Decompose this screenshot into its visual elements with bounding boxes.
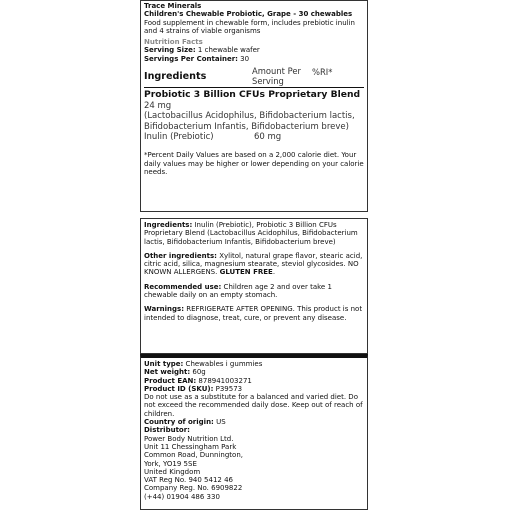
- product-sku-label: Product ID (SKU):: [144, 384, 214, 393]
- ingredients-text: [144, 221, 364, 246]
- warnings: [144, 305, 364, 322]
- amount-column-header: Amount Per Serving: [252, 66, 301, 87]
- blend-title: Probiotic 3 Billion CFUs Proprietary Blend: [144, 89, 361, 101]
- distributor-line: York, YO19 5SE: [144, 459, 197, 468]
- ingredients-value: Inulin (Prebiotic), Probiotic 3 Billion CFUs Proprietary Blend (Lactobacillus Acidophilus, Bifidobacterium lactis, Bifidobacterium Infantis, Bifidobacterium breve): [144, 221, 358, 246]
- serving-size-value: 1 chewable wafer: [195, 46, 260, 55]
- distributor-label: Distributor:: [144, 426, 190, 435]
- nutrition-panel: [140, 0, 368, 212]
- gluten-free-label: GLUTEN FREE: [219, 268, 273, 277]
- servings-per-container: [144, 55, 364, 63]
- recommended-use: [144, 283, 364, 300]
- ingredients-column-header: Ingredients: [144, 71, 207, 83]
- serving-size-label: Serving Size:: [144, 46, 196, 55]
- other-ingredients: [144, 252, 364, 277]
- distributor-line: Unit 11 Chessingham Park: [144, 442, 237, 451]
- distributor-line: VAT Reg No. 940 5412 46: [144, 476, 233, 485]
- ri-footnote: *Percent Daily Values are based on a 2,000 calorie diet. Your daily values may be higher or lower depending on your calorie needs.: [144, 151, 364, 176]
- distributor-line: (+44) 01904 486 330: [144, 492, 220, 501]
- nutrition-facts-heading: Nutrition Facts: [144, 38, 203, 47]
- gluten-free-dot: .: [272, 268, 276, 277]
- unit-type-value: Chewables i gummies: [183, 360, 263, 368]
- brand-name: Trace Minerals: [144, 2, 202, 10]
- other-ingredients-value: Xylitol, natural grape flavor, stearic acid, citric acid, silica, magnesium stearate, steviol glycosides. NO KNOWN ALLERGENS.: [144, 251, 363, 277]
- inulin-name: Inulin (Prebiotic): [144, 132, 214, 143]
- facts-header-row: [144, 66, 364, 88]
- blend-strains: (Lactobacillus Acidophilus, Bifidobacterium lactis, Bifidobacterium Infantis, Bifidobacterium breve): [144, 111, 355, 132]
- unit-type: [144, 360, 364, 368]
- net-weight: [144, 368, 364, 376]
- product-sku: [144, 385, 364, 393]
- unit-type-label: Unit type:: [144, 360, 184, 368]
- recommended-use-label: Recommended use:: [144, 282, 222, 291]
- net-weight-value: 60g: [190, 368, 206, 377]
- net-weight-label: Net weight:: [144, 368, 191, 377]
- ingredients-panel: [140, 218, 368, 354]
- blend-amount: 24 mg: [144, 101, 172, 112]
- distributor-line: Company Reg. No. 6909822: [144, 484, 243, 493]
- country-of-origin-label: Country of origin:: [144, 418, 214, 427]
- inulin-row: [144, 132, 364, 143]
- warnings-label: Warnings:: [144, 305, 184, 314]
- product-description: Food supplement in chewable form, includes prebiotic inulin and 4 strains of viable organisms: [144, 18, 355, 35]
- disclaimer: Do not use as a substitute for a balanced and varied diet. Do not exceed the recommended daily dose. Keep out of reach of children.: [144, 393, 363, 418]
- country-of-origin: [144, 418, 364, 426]
- distributor-line: Common Road, Dunnington,: [144, 451, 243, 460]
- distributor-line: Power Body Nutrition Ltd.: [144, 434, 234, 443]
- servings-value: 30: [237, 54, 250, 63]
- ri-column-header: %RI*: [312, 67, 333, 78]
- product-ean-label: Product EAN:: [144, 376, 197, 385]
- distributor-line: United Kingdom: [144, 467, 201, 476]
- product-ean: [144, 377, 364, 385]
- inulin-amount: 60 mg: [254, 132, 282, 143]
- country-of-origin-value: US: [213, 418, 226, 427]
- warnings-value: REFRIGERATE AFTER OPENING. This product is not intended to diagnose, treat, cure, or prevent any disease.: [144, 305, 363, 322]
- ingredients-label: Ingredients:: [144, 221, 193, 229]
- product-sku-value: P39573: [213, 384, 243, 393]
- recommended-use-value: Children age 2 and over take 1 chewable daily on an empty stomach.: [144, 282, 332, 300]
- serving-size: [144, 46, 364, 54]
- details-panel: [140, 354, 368, 510]
- product-name: Children's Chewable Probiotic, Grape - 30 chewables: [144, 10, 353, 19]
- product-ean-value: 878941003271: [196, 376, 252, 385]
- other-ingredients-label: Other ingredients:: [144, 251, 217, 260]
- servings-label: Servings Per Container:: [144, 54, 238, 63]
